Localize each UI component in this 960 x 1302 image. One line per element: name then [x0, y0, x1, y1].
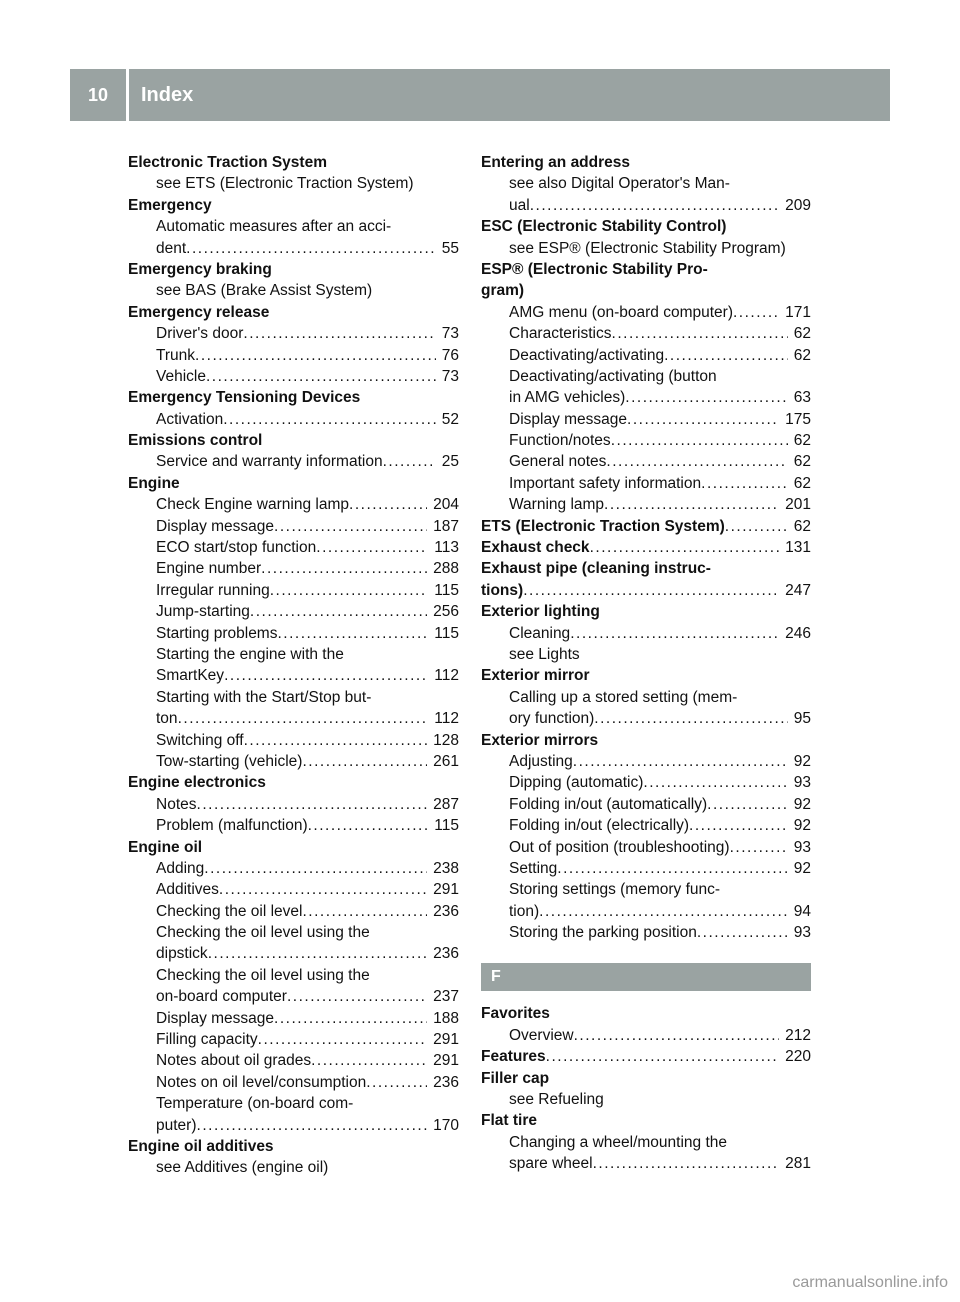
dot-leader	[316, 537, 428, 558]
index-subentry[interactable]	[481, 473, 811, 494]
page-reference: 236	[433, 902, 459, 920]
dot-leader	[308, 815, 429, 836]
index-subentry[interactable]	[481, 623, 811, 644]
page-reference: 112	[434, 667, 459, 685]
page-reference: 113	[434, 539, 459, 557]
dot-leader	[593, 1153, 780, 1174]
dot-leader	[730, 837, 788, 858]
index-subentry[interactable]	[128, 901, 459, 922]
index-subentry[interactable]	[128, 751, 459, 772]
index-heading: Filler cap	[481, 1069, 550, 1087]
entry-label: Checking the oil level	[156, 902, 303, 920]
dot-leader	[243, 323, 435, 344]
dot-leader	[258, 1029, 427, 1050]
page-reference: 209	[785, 196, 811, 214]
dot-leader	[627, 409, 779, 430]
dot-leader	[604, 494, 779, 515]
dot-leader	[274, 1008, 427, 1029]
entry-label: Folding in/out (electrically)	[509, 817, 690, 835]
index-subentry: Calling up a stored setting (mem-	[509, 688, 738, 706]
index-heading: ESP® (Electronic Stability Pro-	[481, 260, 708, 278]
page-reference: 236	[433, 945, 459, 963]
entry-label: Engine number	[156, 560, 262, 578]
entry-label: ETS (Electronic Traction System)	[481, 517, 725, 535]
page-reference: 92	[793, 859, 811, 877]
page-reference: 291	[433, 1052, 459, 1070]
index-subentry: Starting the engine with the	[156, 645, 344, 663]
page-reference: 92	[793, 752, 811, 770]
index-subentry[interactable]	[481, 345, 811, 366]
entry-label: ton	[156, 710, 178, 728]
page-reference: 115	[434, 817, 459, 835]
entry-label: Warning lamp	[509, 496, 605, 514]
index-subentry[interactable]	[481, 1153, 811, 1174]
dot-leader	[208, 943, 427, 964]
page-reference: 261	[433, 752, 459, 770]
page-reference: 188	[433, 1009, 459, 1027]
entry-label: SmartKey	[156, 667, 225, 685]
index-column-right	[481, 152, 811, 1175]
dot-leader	[530, 195, 779, 216]
page-reference: 175	[785, 410, 811, 428]
header-divider	[126, 69, 129, 121]
index-subentry: Temperature (on-board com-	[156, 1095, 354, 1113]
dot-leader	[606, 451, 787, 472]
page-reference: 291	[433, 881, 459, 899]
index-subentry[interactable]	[128, 238, 459, 259]
page-reference: 171	[785, 303, 811, 321]
page-reference: 95	[793, 710, 811, 728]
page-reference: 73	[441, 325, 459, 343]
page-reference: 62	[793, 432, 811, 450]
entry-label: ECO start/stop function	[156, 539, 317, 557]
entry-label: Vehicle	[156, 367, 206, 385]
entry-label: in AMG vehicles)	[509, 389, 626, 407]
dot-leader	[204, 858, 427, 879]
page-reference: 55	[441, 239, 459, 257]
entry-label: Jump-starting	[156, 603, 250, 621]
dot-leader	[725, 516, 788, 537]
dot-leader	[219, 879, 427, 900]
page-reference: 247	[785, 581, 811, 599]
index-subentry[interactable]	[481, 901, 811, 922]
page-number: 10	[87, 84, 109, 105]
index-subentry[interactable]	[481, 922, 811, 943]
dot-leader	[186, 238, 436, 259]
index-subentry: Checking the oil level using the	[156, 966, 370, 984]
entry-label: Activation	[156, 410, 224, 428]
index-subentry[interactable]	[128, 451, 459, 472]
index-subentry: Deactivating/activating (button	[509, 367, 717, 385]
index-subentry[interactable]	[128, 986, 459, 1007]
index-subentry[interactable]	[481, 430, 811, 451]
index-subentry[interactable]	[128, 858, 459, 879]
dot-leader	[195, 345, 436, 366]
entry-label: on-board computer	[156, 988, 287, 1006]
entry-label: ory function)	[509, 710, 595, 728]
index-heading: Exhaust pipe (cleaning instruc-	[481, 560, 711, 578]
page-reference: 92	[793, 817, 811, 835]
entry-label: tion)	[509, 902, 540, 920]
entry-label: Switching off	[156, 731, 244, 749]
index-subentry[interactable]	[481, 708, 811, 729]
page-reference: 236	[433, 1073, 459, 1091]
index-heading: ESC (Electronic Stability Control)	[481, 218, 727, 236]
entry-label: Service and warranty information	[156, 453, 383, 471]
index-heading[interactable]	[481, 580, 811, 601]
index-heading: Engine electronics	[128, 774, 266, 792]
dot-leader	[366, 1072, 427, 1093]
index-subentry: see Additives (engine oil)	[156, 1159, 329, 1177]
page-reference: 93	[793, 838, 811, 856]
page-reference: 201	[785, 496, 811, 514]
dot-leader	[594, 708, 787, 729]
index-subentry[interactable]	[128, 1050, 459, 1071]
page-reference: 115	[434, 581, 459, 599]
index-heading: Favorites	[481, 1005, 550, 1023]
index-subentry[interactable]	[128, 665, 459, 686]
section-letter: F	[481, 963, 811, 991]
dot-leader	[178, 708, 429, 729]
index-subentry: see also Digital Operator's Man-	[509, 175, 730, 193]
entry-label: Adjusting	[509, 752, 573, 770]
index-heading: Electronic Traction System	[128, 154, 327, 171]
entry-label: Out of position (troubleshooting)	[509, 838, 730, 856]
index-subentry[interactable]	[128, 409, 459, 430]
entry-label: Exhaust check	[481, 539, 590, 557]
index-subentry[interactable]	[128, 345, 459, 366]
dot-leader	[689, 815, 788, 836]
index-subentry[interactable]	[128, 1072, 459, 1093]
entry-label: Adding	[156, 859, 205, 877]
index-subentry: Automatic measures after an acci-	[156, 218, 392, 236]
dot-leader	[277, 623, 428, 644]
entry-label: dent	[156, 239, 187, 257]
page-reference: 62	[793, 453, 811, 471]
dot-leader	[250, 601, 427, 622]
dot-leader	[302, 901, 427, 922]
entry-label: Characteristics	[509, 325, 612, 343]
page-reference: 62	[793, 517, 811, 535]
index-subentry[interactable]	[128, 323, 459, 344]
page-reference: 73	[441, 367, 459, 385]
entry-label: Display message	[156, 1009, 275, 1027]
page-reference: 92	[793, 795, 811, 813]
page-reference: 62	[793, 474, 811, 492]
dot-leader	[707, 794, 788, 815]
index-subentry[interactable]	[481, 494, 811, 515]
dot-leader	[573, 751, 788, 772]
entry-label: Important safety information	[509, 474, 702, 492]
entry-label: Starting problems	[156, 624, 278, 642]
watermark-text: carmanualsonline.info	[792, 1274, 948, 1291]
index-heading[interactable]	[481, 1046, 811, 1067]
page-reference: 25	[441, 453, 459, 471]
dot-leader	[206, 366, 436, 387]
index-subentry[interactable]	[128, 943, 459, 964]
index-subentry[interactable]	[128, 730, 459, 751]
entry-label: Setting	[509, 859, 558, 877]
entry-label: Additives	[156, 881, 219, 899]
page-reference: 212	[785, 1026, 811, 1044]
page-header	[70, 69, 890, 121]
index-heading: Engine oil	[128, 838, 203, 856]
index-subentry[interactable]	[481, 451, 811, 472]
index-heading: Exterior mirror	[481, 667, 590, 685]
dot-leader	[664, 345, 788, 366]
index-subentry[interactable]	[128, 516, 459, 537]
index-subentry[interactable]	[481, 815, 811, 836]
index-heading: Emergency release	[128, 303, 270, 321]
entry-label: General notes	[509, 453, 607, 471]
index-subentry[interactable]	[481, 1025, 811, 1046]
index-subentry[interactable]	[128, 366, 459, 387]
page-reference: 237	[433, 988, 459, 1006]
entry-label: puter)	[156, 1116, 197, 1134]
dot-leader	[224, 665, 428, 686]
dot-leader	[274, 516, 427, 537]
entry-label: Check Engine warning lamp	[156, 496, 349, 514]
dot-leader	[349, 494, 427, 515]
index-subentry[interactable]	[481, 858, 811, 879]
dot-leader	[383, 451, 436, 472]
entry-label: Display message	[156, 517, 275, 535]
entry-label: Folding in/out (automatically)	[509, 795, 708, 813]
dot-leader	[311, 1050, 427, 1071]
page-reference: 115	[434, 624, 459, 642]
index-subentry[interactable]	[128, 708, 459, 729]
page-reference: 52	[441, 410, 459, 428]
index-subentry[interactable]	[128, 601, 459, 622]
index-subentry: see ESP® (Electronic Stability Program)	[509, 239, 786, 257]
page-reference: 93	[793, 924, 811, 942]
entry-label: Function/notes	[509, 432, 611, 450]
page-reference: 281	[785, 1155, 811, 1173]
index-heading: gram)	[481, 282, 525, 300]
page-reference: 287	[433, 795, 459, 813]
dot-leader	[287, 986, 427, 1007]
index-heading[interactable]	[481, 537, 811, 558]
index-subentry[interactable]	[128, 494, 459, 515]
dot-leader	[643, 772, 787, 793]
index-subentry: Changing a wheel/mounting the	[509, 1133, 728, 1151]
dot-leader	[302, 751, 427, 772]
entry-label: Features	[481, 1048, 546, 1066]
page-reference: 62	[793, 346, 811, 364]
index-subentry: see Refueling	[509, 1091, 604, 1109]
dot-leader	[590, 537, 780, 558]
page-reference: 131	[785, 539, 811, 557]
index-subentry[interactable]	[128, 537, 459, 558]
index-subentry[interactable]	[481, 387, 811, 408]
page-reference: 238	[433, 859, 459, 877]
dot-leader	[701, 473, 788, 494]
index-heading: Emergency	[128, 196, 212, 214]
index-subentry[interactable]	[481, 323, 811, 344]
index-heading: Engine	[128, 474, 180, 492]
index-subentry: see Lights	[509, 645, 580, 663]
dot-leader	[570, 623, 779, 644]
index-heading[interactable]	[481, 516, 811, 537]
index-subentry: Storing settings (memory func-	[509, 881, 721, 899]
page-reference: 187	[433, 517, 459, 535]
index-heading: Exterior lighting	[481, 603, 600, 621]
page-reference: 128	[433, 731, 459, 749]
index-subentry[interactable]	[128, 879, 459, 900]
index-subentry[interactable]	[128, 1008, 459, 1029]
index-subentry[interactable]	[128, 794, 459, 815]
dot-leader	[546, 1046, 780, 1067]
index-heading: Emergency braking	[128, 260, 272, 278]
entry-label: Storing the parking position	[509, 924, 697, 942]
page-reference: 76	[441, 346, 459, 364]
entry-label: Driver's door	[156, 325, 244, 343]
index-subentry[interactable]	[481, 772, 811, 793]
index-column-left	[128, 152, 459, 1179]
page-reference: 94	[793, 902, 811, 920]
index-subentry[interactable]	[128, 815, 459, 836]
entry-label: dipstick	[156, 945, 208, 963]
page-reference: 112	[434, 710, 459, 728]
index-subentry[interactable]	[481, 195, 811, 216]
dot-leader	[197, 1115, 428, 1136]
dot-leader	[197, 794, 428, 815]
dot-leader	[611, 430, 788, 451]
index-subentry[interactable]	[128, 1115, 459, 1136]
dot-leader	[539, 901, 788, 922]
index-heading: Exterior mirrors	[481, 731, 599, 749]
entry-label: Deactivating/activating	[509, 346, 665, 364]
entry-label: Dipping (automatic)	[509, 774, 644, 792]
page-reference: 93	[793, 774, 811, 792]
index-heading: Emergency Tensioning Devices	[128, 389, 361, 407]
entry-label: Cleaning	[509, 624, 571, 642]
page-reference: 63	[793, 389, 811, 407]
dot-leader	[270, 580, 429, 601]
entry-label: ual	[509, 196, 530, 214]
page-reference: 256	[433, 603, 459, 621]
entry-label: Filling capacity	[156, 1031, 258, 1049]
index-subentry[interactable]	[481, 794, 811, 815]
index-heading: Entering an address	[481, 154, 631, 171]
entry-label: Notes	[156, 795, 197, 813]
index-subentry[interactable]	[128, 580, 459, 601]
index-subentry[interactable]	[128, 558, 459, 579]
dot-leader	[697, 922, 788, 943]
index-subentry[interactable]	[481, 302, 811, 323]
entry-label: AMG menu (on-board computer)	[509, 303, 733, 321]
dot-leader	[244, 730, 428, 751]
dot-leader	[557, 858, 787, 879]
entry-label: Display message	[509, 410, 628, 428]
index-heading: Engine oil additives	[128, 1137, 274, 1155]
entry-label: spare wheel	[509, 1155, 593, 1173]
dot-leader	[612, 323, 788, 344]
index-subentry[interactable]	[128, 1029, 459, 1050]
dot-leader	[523, 580, 779, 601]
entry-label: tions)	[481, 581, 524, 599]
entry-label: Overview	[509, 1026, 574, 1044]
entry-label: Problem (malfunction)	[156, 817, 308, 835]
entry-label: Trunk	[156, 346, 196, 364]
index-subentry: Starting with the Start/Stop but-	[156, 688, 372, 706]
dot-leader	[733, 302, 779, 323]
entry-label: Notes about oil grades	[156, 1052, 312, 1070]
index-subentry: see ETS (Electronic Traction System)	[156, 175, 414, 193]
dot-leader	[625, 387, 787, 408]
entry-label: Tow-starting (vehicle)	[156, 752, 303, 770]
page-reference: 62	[793, 325, 811, 343]
page-title: Index	[141, 83, 194, 106]
index-subentry[interactable]	[481, 409, 811, 430]
entry-label: Irregular running	[156, 581, 270, 599]
dot-leader	[261, 558, 427, 579]
page-reference: 288	[433, 560, 459, 578]
page-reference: 220	[785, 1048, 811, 1066]
page-reference: 170	[433, 1116, 459, 1134]
index-subentry[interactable]	[481, 751, 811, 772]
dot-leader	[574, 1025, 780, 1046]
index-subentry[interactable]	[481, 837, 811, 858]
page-reference: 204	[433, 496, 459, 514]
dot-leader	[223, 409, 436, 430]
index-heading: Emissions control	[128, 432, 263, 450]
index-subentry: Checking the oil level using the	[156, 924, 370, 942]
index-heading: Flat tire	[481, 1112, 537, 1130]
index-subentry: see BAS (Brake Assist System)	[156, 282, 373, 300]
index-subentry[interactable]	[128, 623, 459, 644]
entry-label: Notes on oil level/consumption	[156, 1073, 367, 1091]
page-reference: 246	[785, 624, 811, 642]
page-reference: 291	[433, 1031, 459, 1049]
